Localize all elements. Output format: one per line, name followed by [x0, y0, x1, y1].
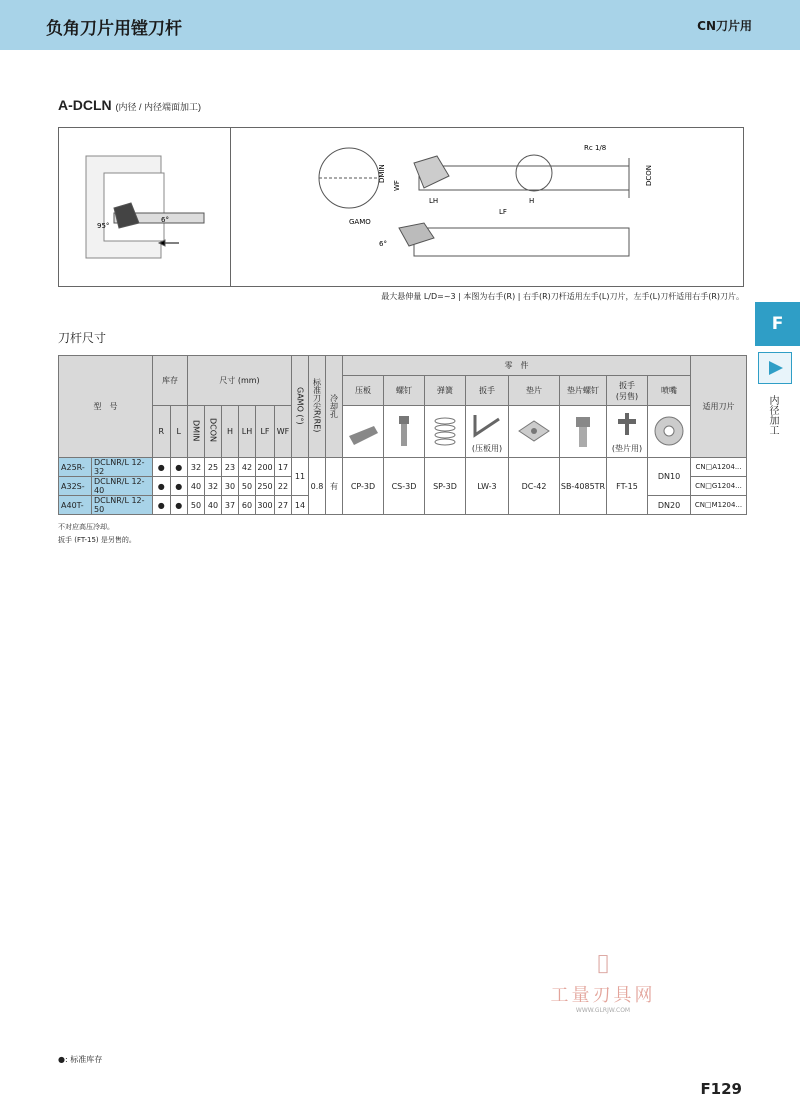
dim-lf: LF [499, 208, 507, 216]
spec-table [58, 355, 747, 515]
wrench-code: LW-3 [466, 458, 509, 515]
coolant-value: 有 [326, 458, 343, 515]
side-tab-label: 内径加工 [767, 395, 778, 435]
dim-dcon: DCON [645, 164, 653, 186]
th-wrench2-note: (另售) [615, 391, 639, 401]
boring-icon [758, 352, 792, 384]
clamp-image [343, 406, 384, 458]
spring-code: SP-3D [425, 458, 466, 515]
row3-r: ● [153, 496, 171, 515]
watermark [538, 950, 668, 1014]
row2-l: ● [170, 477, 188, 496]
row3-lh: 60 [239, 496, 256, 515]
th-part-shim-screw: 垫片螺钉 [560, 376, 607, 406]
row2-lh: 50 [239, 477, 256, 496]
row2-wf: 22 [275, 477, 292, 496]
th-h: H [222, 406, 239, 458]
th-part-wrench2: 扳手 [619, 380, 635, 390]
row3-insert: CN□M1204... [691, 496, 747, 515]
category-label: CN刀片用 [697, 19, 752, 33]
th-dims: 尺寸 (mm) [188, 356, 292, 406]
row3-model: DCLNR/L 12-50 [92, 496, 153, 515]
figure-note: 最大悬伸量 L/D=~3 | 本图为右手(R) | 右手(R)刀杆适用左手(L)刀片，左手(L)刀杆适用右手(R)刀片。 [381, 292, 744, 301]
th-part-nozzle: 喷嘴 [648, 376, 691, 406]
screw-code: CS-3D [384, 458, 425, 515]
watermark-logo-icon: ⌷ [595, 950, 611, 980]
gamo-14: 14 [292, 496, 309, 515]
angle-6: 6° [161, 216, 169, 224]
th-part-screw: 螺钉 [384, 376, 425, 406]
row1-prefix: A25R- [59, 458, 92, 477]
th-lh: LH [239, 406, 256, 458]
row3-wf: 27 [275, 496, 292, 515]
wrench-image [466, 406, 509, 458]
nozzle-image [648, 406, 691, 458]
row1-lh: 42 [239, 458, 256, 477]
drawing-frame [58, 127, 744, 287]
th-stock-r: R [153, 406, 171, 458]
row1-dcon: 25 [205, 458, 222, 477]
watermark-url: WWW.GLRJW.COM [575, 1007, 631, 1014]
clamp-code: CP-3D [343, 458, 384, 515]
row3-h: 37 [222, 496, 239, 515]
stock-legend: ●: 标准库存 [58, 1055, 103, 1064]
wrench2-note: (垫片用) [611, 444, 643, 453]
bore-illustration [86, 156, 204, 258]
footnote-1: 不对应高压冷却。 [58, 523, 114, 531]
th-dmin: DMIN [191, 419, 201, 442]
side-tab-f[interactable]: F [755, 302, 800, 346]
angle-6-side: 6° [379, 240, 387, 248]
angle-95: 95° [97, 222, 110, 230]
row1-model: DCLNR/L 12-32 [92, 458, 153, 477]
shim-screw-code: SB-4085TR [560, 458, 607, 515]
row2-insert: CN□G1204... [691, 477, 747, 496]
row1-lf: 200 [256, 458, 275, 477]
row1-insert: CN□A1204... [691, 458, 747, 477]
shim-code: DC-42 [509, 458, 560, 515]
row3-dcon: 40 [205, 496, 222, 515]
row1-dmin: 32 [188, 458, 205, 477]
product-heading [58, 97, 201, 113]
nozzle-dn10: DN10 [648, 458, 691, 496]
th-stock: 库存 [153, 356, 188, 406]
row3-prefix: A40T- [59, 496, 92, 515]
page-number: F129 [700, 1080, 742, 1098]
th-re: 标准刀尖R(RE) [312, 378, 322, 433]
table-row [59, 458, 747, 477]
th-lf: LF [256, 406, 275, 458]
page-header [0, 0, 800, 50]
th-dcon: DCON [208, 418, 218, 443]
dim-rc: Rc 1/8 [584, 144, 607, 152]
wrench1-note: (压板用) [471, 444, 503, 453]
screw-image [384, 406, 425, 458]
tool-drawing [59, 128, 743, 286]
row3-lf: 300 [256, 496, 275, 515]
row3-dmin: 50 [188, 496, 205, 515]
th-gamo: GAMO (°) [295, 386, 305, 425]
wrench2-code: FT-15 [607, 458, 648, 515]
th-parts: 零 件 [343, 356, 691, 376]
th-part-shim: 垫片 [509, 376, 560, 406]
re-value: 0.8 [309, 458, 326, 515]
product-subtitle: (内径 / 内径端面加工) [115, 102, 202, 112]
dim-lh: LH [429, 197, 439, 205]
nozzle-dn20: DN20 [648, 496, 691, 515]
row1-l: ● [170, 458, 188, 477]
wrench2-image [607, 406, 648, 458]
page-title: 负角刀片用镗刀杆 [46, 19, 182, 39]
row2-r: ● [153, 477, 171, 496]
row2-lf: 250 [256, 477, 275, 496]
row1-wf: 17 [275, 458, 292, 477]
section-title: 刀杆尺寸 [58, 331, 107, 345]
gamo-11: 11 [292, 458, 309, 496]
row2-model: DCLNR/L 12-40 [92, 477, 153, 496]
watermark-name: 工量刃具网 [550, 985, 656, 1006]
th-coolant: 冷却孔 [329, 393, 339, 418]
row2-dcon: 32 [205, 477, 222, 496]
row1-r: ● [153, 458, 171, 477]
th-wf: WF [275, 406, 292, 458]
dim-wf: WF [393, 180, 401, 191]
dim-dmin: DMIN [378, 164, 386, 183]
row2-dmin: 40 [188, 477, 205, 496]
row2-prefix: A32S- [59, 477, 92, 496]
shim-screw-image [560, 406, 607, 458]
row3-l: ● [170, 496, 188, 515]
th-insert: 适用刀片 [691, 356, 747, 458]
shim-image [509, 406, 560, 458]
th-part-wrench: 扳手 [466, 376, 509, 406]
dim-gamo: GAMO [349, 218, 371, 226]
row2-h: 30 [222, 477, 239, 496]
dim-h: H [529, 197, 535, 205]
th-part-clamp: 压板 [343, 376, 384, 406]
footnote-2: 扳手 (FT-15) 是另售的。 [58, 536, 136, 544]
row1-h: 23 [222, 458, 239, 477]
product-code: A-DCLN [58, 97, 112, 113]
th-part-spring: 弹簧 [425, 376, 466, 406]
th-model: 型 号 [59, 356, 153, 458]
spring-image [425, 406, 466, 458]
th-stock-l: L [170, 406, 188, 458]
holder-drawing [319, 148, 629, 256]
